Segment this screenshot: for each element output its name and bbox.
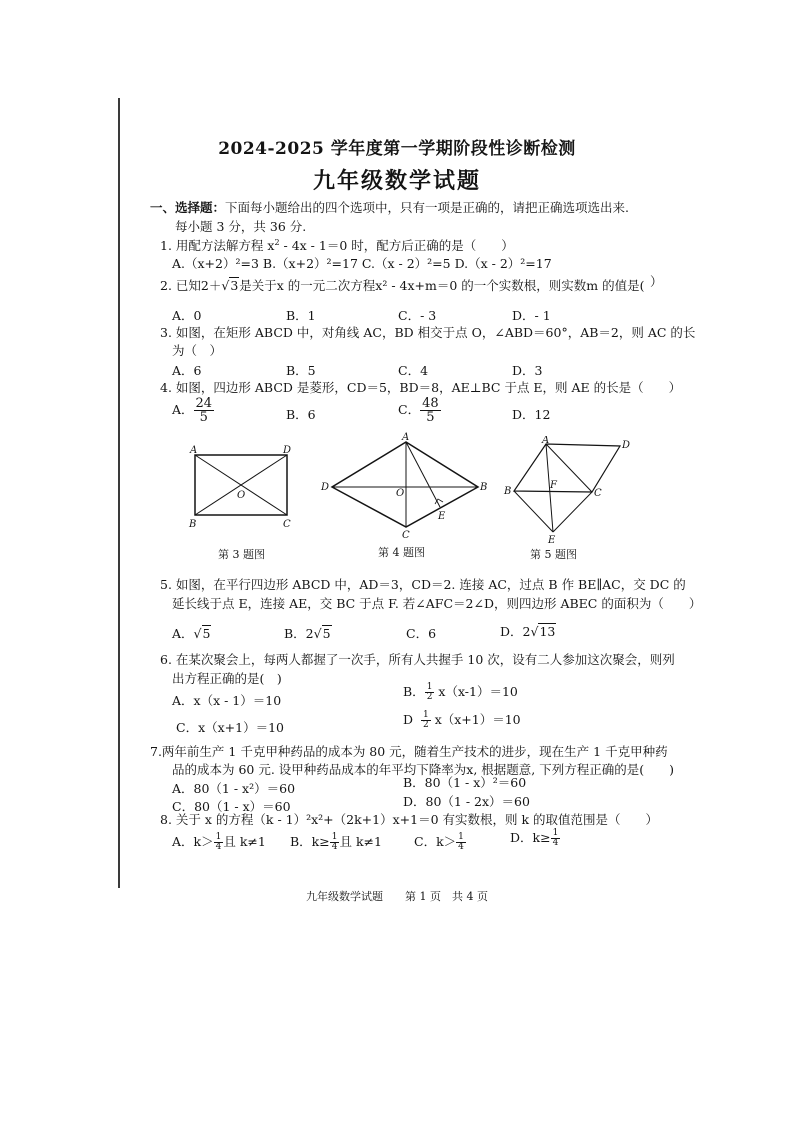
q2-stem-b: 是关于x 的一元二次方程x² - 4x+m＝0 的一个实数根，则实数m 的值是( <box>239 278 645 293</box>
q2-stem-a: 2. 已知2＋ <box>160 278 222 293</box>
sqrt-symbol: √5 <box>313 626 331 641</box>
fig5-line-be <box>514 491 553 532</box>
question-5-stem-2: 延长线于点 E，连接 AE，交 BC 于点 F. 若∠AFC＝2∠D，则四边形 ABEC 的面积为（ ） <box>172 596 702 611</box>
q4-opt-c-label: C． <box>398 402 421 417</box>
fig5-line-ce <box>553 492 592 532</box>
q7-option-d: D．80（1 - 2x）＝60 <box>403 794 530 809</box>
fig3-label-a: A <box>190 445 198 456</box>
question-2-stem <box>160 276 645 294</box>
fig5-label-e: E <box>548 535 556 546</box>
sqrt-symbol: √5 <box>193 626 211 641</box>
fig5-label-d: D <box>622 440 631 451</box>
question-1-options: A.（x+2）²=3 B.（x+2）²=17 C.（x - 2）²=5 D.（x - 2）²=17 <box>172 256 552 271</box>
fig5-parallelogram <box>514 444 620 492</box>
figure-4-caption: 第 4 题图 <box>378 546 425 559</box>
exam-title: 2024-2025 学年度第一学期阶段性诊断检测 <box>218 139 576 159</box>
q4-opt-a-label: A． <box>172 402 194 417</box>
sqrt-symbol: √13 <box>530 624 556 639</box>
binding-margin-line <box>118 98 120 888</box>
section-instruction: 下面每小题给出的四个选项中，只有一项是正确的，请把正确选项选出来. <box>225 200 629 215</box>
q8-option-d: D．k≥ $\frac{1}{4}$ <box>510 828 559 848</box>
sqrt-symbol: √3 <box>221 278 239 293</box>
figure-5-parallelogram <box>500 436 640 548</box>
q4-opt-c-fraction: $\frac{48}{5}$ <box>422 396 439 425</box>
q5-option-b: B．2√5 <box>284 626 331 641</box>
q2-closing-paren: ） <box>650 274 663 289</box>
figure-4-rhombus <box>318 432 493 542</box>
fig3-label-d: D <box>283 445 292 456</box>
question-6-stem: 6. 在某次聚会上，每两人都握了一次手，所有人共握手 10 次，设有二人参加这次聚会，则列 <box>160 652 675 667</box>
q1-stem-b: - 4x - 1＝0 时，配方后正确的是（ ） <box>279 238 514 253</box>
question-7-stem-2: 品的成本为 60 元. 设甲种药品成本的年平均下降率为x, 根据题意, 下列方程正确的是( ) <box>172 762 674 777</box>
q6-opt-d-fraction: $\frac{1}{2}$ <box>422 710 429 730</box>
page-footer: 九年级数学试题 第 1 页 共 4 页 <box>306 890 488 903</box>
fig5-label-a: A <box>542 436 550 446</box>
question-3-stem: 3. 如图，在矩形 ABCD 中，对角线 AC，BD 相交于点 O，∠ABD＝60°，AB＝2，则 AC 的长 <box>160 325 696 340</box>
question-8-stem: 8. 关于 x 的方程（k - 1）²x²+（2k+1）x+1＝0 有实数根，则 k 的取值范围是（ ） <box>160 812 659 827</box>
q2-option-c: C．- 3 <box>398 308 437 323</box>
q3-option-d: D．3 <box>512 363 543 378</box>
q7-option-a: A．80（1 - x²）＝60 <box>172 781 296 796</box>
q4-option-c <box>398 397 441 424</box>
q5-option-c: C．6 <box>406 626 437 641</box>
q6-option-a: A．x（x - 1）＝10 <box>172 693 282 708</box>
q6-option-b: B． $\frac{1}{2}$ x（x-1）＝10 <box>403 682 518 702</box>
q2-option-d: D．- 1 <box>512 308 551 323</box>
q2-option-b: B．1 <box>286 308 316 323</box>
fig5-label-c: C <box>594 488 602 499</box>
question-7-stem: 7.两年前生产 1 千克甲种药品的成本为 80 元，随着生产技术的进步，现在生产 1 千克甲种药 <box>150 744 668 759</box>
question-3-stem-2: 为（ ） <box>172 343 223 358</box>
q3-option-a: A．6 <box>172 363 202 378</box>
section-label: 一、选择题： <box>150 200 226 215</box>
q1-stem-a: 1. 用配方法解方程 x <box>160 238 275 253</box>
q8-option-b: B．k≥ $\frac{1}{4}$ 且 k≠1 <box>290 832 382 852</box>
figure-3-rectangle <box>180 440 310 535</box>
q2-radicand: 3 <box>230 278 239 293</box>
fig4-label-a: A <box>402 432 410 443</box>
q4-option-b: B．6 <box>286 407 316 422</box>
q8-option-a: A．k＞ $\frac{1}{4}$ 且 k≠1 <box>172 832 266 852</box>
fig4-label-o: O <box>396 488 405 499</box>
q6-option-c: C．x（x+1）＝10 <box>176 720 284 735</box>
section-instruction-2: 每小题 3 分，共 36 分. <box>175 219 307 234</box>
fig5-label-f: F <box>550 480 557 491</box>
q3-option-c: C．4 <box>398 363 429 378</box>
q5-option-d: D．2√13 <box>500 624 556 639</box>
fig3-label-b: B <box>189 519 197 530</box>
exam-subtitle: 九年级数学试题 <box>312 168 481 194</box>
q4-option-a <box>172 397 214 424</box>
q6-opt-b-fraction: $\frac{1}{2}$ <box>426 682 433 702</box>
fig4-rhombus <box>332 442 478 527</box>
fig4-label-b: B <box>480 482 488 493</box>
figure-3-caption: 第 3 题图 <box>218 548 265 561</box>
q8-option-c: C．k＞ $\frac{1}{4}$ <box>414 832 464 852</box>
fig4-label-d: D <box>321 482 330 493</box>
fig4-label-e: E <box>438 511 446 522</box>
question-5-stem: 5. 如图，在平行四边形 ABCD 中，AD＝3，CD＝2. 连接 AC，过点 B 作 BE∥AC，交 DC 的 <box>160 577 686 592</box>
q5-option-a: A．√5 <box>172 626 211 641</box>
q7-option-b: B．80（1 - x）²＝60 <box>403 775 527 790</box>
figure-5-caption: 第 5 题图 <box>530 548 577 561</box>
q4-opt-a-fraction: $\frac{24}{5}$ <box>195 396 213 425</box>
fig4-label-c: C <box>402 530 410 541</box>
question-6-stem-2: 出方程正确的是( ) <box>172 671 282 686</box>
q7-option-c: C．80（1 - x）＝60 <box>172 799 291 814</box>
q3-option-b: B．5 <box>286 363 316 378</box>
fig3-label-o: O <box>237 490 246 501</box>
question-1-stem: 1. 用配方法解方程 $x^2 - 4x - 1=0$ 时，配方后正确的是（ ） <box>160 237 514 253</box>
q2-option-a: A．0 <box>172 308 202 323</box>
question-4-stem: 4. 如图，四边形 ABCD 是菱形，CD＝5，BD＝8，AE⊥BC 于点 E，则 AE 的长是（ ） <box>160 380 682 395</box>
q4-option-d: D．12 <box>512 407 551 422</box>
fig3-label-c: C <box>283 519 291 530</box>
q6-option-d: D $\frac{1}{2}$ x（x+1）＝10 <box>403 710 521 730</box>
section-heading <box>150 198 629 216</box>
fig5-label-b: B <box>504 486 512 497</box>
